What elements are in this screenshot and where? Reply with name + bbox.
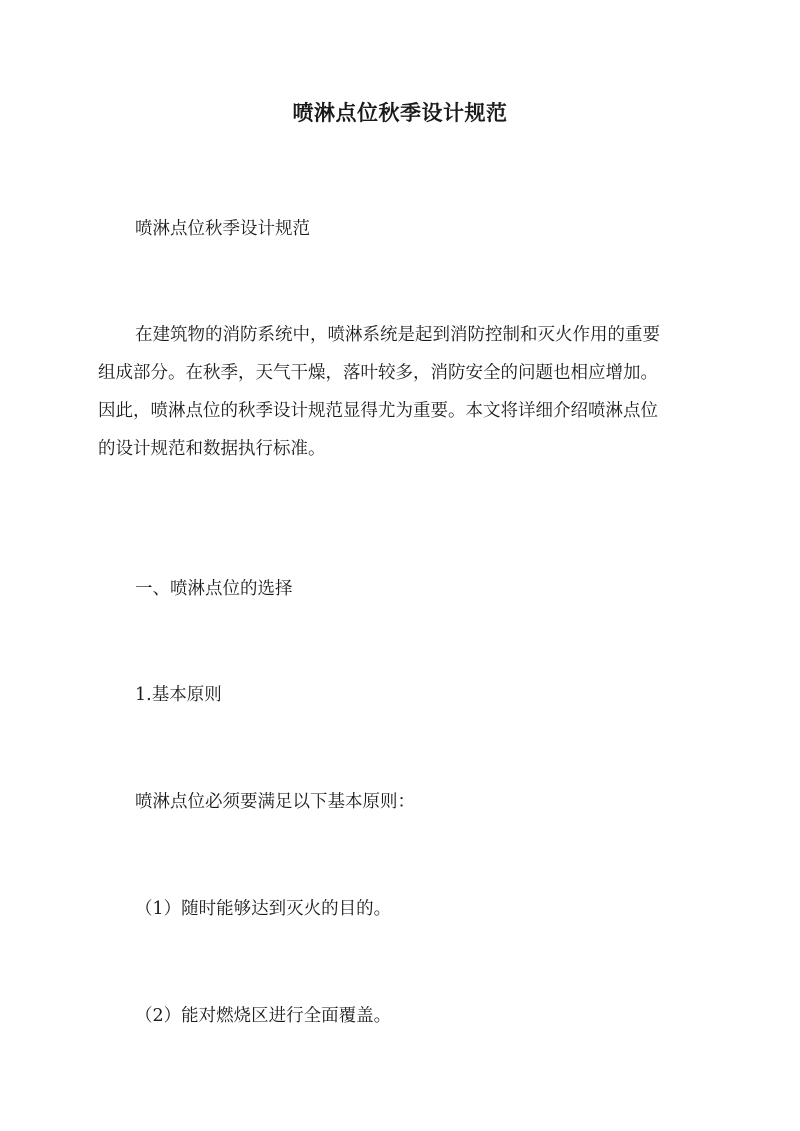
- principle-item-2: （2）能对燃烧区进行全面覆盖。: [135, 1006, 392, 1026]
- section-heading-1: 一、喷淋点位的选择: [135, 579, 293, 599]
- subsection-heading-1: 1.基本原则: [135, 685, 222, 705]
- principle-intro: 喷淋点位必须要满足以下基本原则：: [135, 792, 415, 812]
- document-subtitle: 喷淋点位秋季设计规范: [135, 219, 310, 239]
- document-title: 喷淋点位秋季设计规范: [292, 100, 508, 125]
- intro-paragraph: [98, 316, 702, 468]
- intro-line-3: 因此，喷淋点位的秋季设计规范显得尤为重要。本文将详细介绍喷淋点位: [98, 401, 658, 421]
- intro-line-4: 的设计规范和数据执行标准。: [98, 439, 326, 459]
- intro-line-1: 在建筑物的消防系统中，喷淋系统是起到消防控制和灭火作用的重要: [135, 325, 660, 345]
- intro-line-2: 组成部分。在秋季，天气干燥，落叶较多，消防安全的问题也相应增加。: [98, 363, 658, 383]
- principle-item-1: （1）随时能够达到灭火的目的。: [135, 899, 392, 919]
